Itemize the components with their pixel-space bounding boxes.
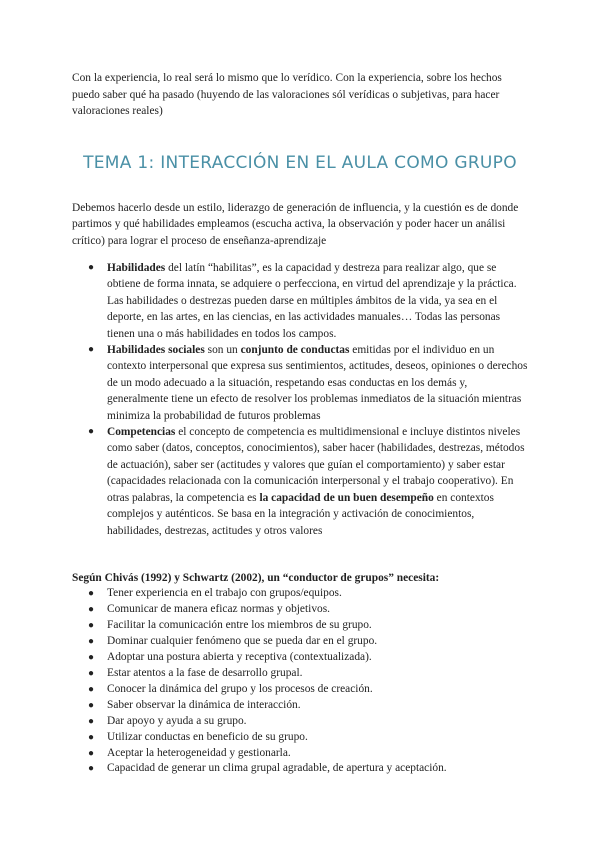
bullet-icon: ● [88, 763, 95, 775]
definition-term: Habilidades [107, 262, 166, 274]
list-item: ● Saber observar la dinámica de interacción. [72, 698, 532, 714]
definition-item-habilidades-sociales [72, 342, 528, 424]
body-paragraph: Debemos hacerlo desde un estilo, liderazgo de generación de influencia, y la cuestión es de donde partimos y qué habilidades empleamos (escucha activa, la observación y poder hacer un análisi crítico) para lograr el proceso de enseñanza-aprendizaje [72, 202, 519, 247]
definitions-list [72, 260, 528, 539]
list-item: ● Dominar cualquier fenómeno que se pueda dar en el grupo. [72, 634, 532, 650]
definition-emphasis: la capacidad de un buen desempeño [259, 491, 434, 504]
list-item: ● Estar atentos a la fase de desarrollo grupal. [72, 666, 532, 682]
bullet-icon: ● [88, 262, 95, 273]
list-item: ● Conocer la dinámica del grupo y los procesos de creación. [72, 682, 532, 698]
definition-text: emitidas por el individuo en un contexto interpersonal que expresa sus sentimientos, actitudes, deseos, opiniones o derechos de un modo adecuado a la situación, respetando esas conductas en los demás y, generalmente tiene un efecto de resolver los problemas inmediatos de la situación mientras minimiza la probabilidad de futuros problemas [107, 344, 528, 422]
page-title: TEMA 1: INTERACCIÓN EN EL AULA COMO GRUPO [83, 153, 517, 173]
definition-term: Habilidades sociales [107, 344, 205, 357]
needs-list [72, 586, 532, 777]
bullet-icon: ● [88, 603, 95, 615]
bullet-icon: ● [88, 426, 95, 438]
definition-item-habilidades [72, 260, 528, 342]
bullet-icon: ● [88, 588, 95, 599]
definition-text: el concepto de competencia es multidimensional e incluye distintos niveles como saber (datos, conceptos, conocimientos), saber hacer (habilidades, destrezas, métodos de actuación), saber ser (actitudes y valores que guían el comportamiento) y saber estar (capacidades relacionada con la comunicación interpersonal y el trabajo cooperativo). En otras palabras, la competencia es [107, 426, 525, 504]
bullet-icon: ● [88, 651, 95, 663]
list-item: ● Tener experiencia en el trabajo con grupos/equipos. [72, 586, 532, 602]
bullet-icon: ● [88, 731, 95, 743]
list-item: ● Facilitar la comunicación entre los miembros de su grupo. [72, 618, 532, 634]
intro-paragraph: Con la experiencia, lo real será lo mismo que lo verídico. Con la experiencia, sobre los hechos puedo saber qué ha pasado (huyendo de las valoraciones sól verídicas o subjetivas, para hacer valoraciones reales) [72, 72, 502, 117]
bullet-icon: ● [88, 619, 95, 631]
bullet-icon: ● [88, 715, 95, 727]
definition-item-competencias [72, 424, 528, 539]
list-item: ● Utilizar conductas en beneficio de su grupo. [72, 730, 532, 746]
list-item: ● Adoptar una postura abierta y receptiva (contextualizada). [72, 650, 532, 666]
bullet-icon: ● [88, 667, 95, 679]
list-item: ● Comunicar de manera eficaz normas y objetivos. [72, 602, 532, 618]
section-subheading: Según Chivás (1992) y Schwartz (2002), un “conductor de grupos” necesita: [72, 572, 440, 584]
bullet-icon: ● [88, 747, 95, 759]
list-item: ● Capacidad de generar un clima grupal agradable, de apertura y aceptación. [72, 761, 532, 777]
definition-text: en contextos complejos y auténticos. Se basa en la integración y activación de conocimientos, habilidades, destrezas, actitudes y otros valores [107, 491, 494, 537]
list-item: ● Aceptar la heterogeneidad y gestionarla. [72, 746, 532, 762]
definition-text: son un [204, 344, 241, 357]
bullet-icon: ● [88, 344, 95, 356]
bullet-icon: ● [88, 635, 95, 647]
definition-text: del latín “habilitas”, es la capacidad y destreza para realizar algo, que se obtiene de forma innata, se adquiere o perfecciona, en virtud del aprendizaje y la práctica. Las habilidades o destrezas pueden darse en múltiples ámbitos de la vida, ya sea en el deporte, en las artes, en las ciencias, en las actividades manuales… Todas las personas tienen una o más habilidades en todos los campos. [107, 262, 517, 340]
bullet-icon: ● [88, 699, 95, 711]
definition-term: Competencias [107, 426, 176, 439]
list-item: ● Dar apoyo y ayuda a su grupo. [72, 714, 532, 730]
bullet-icon: ● [88, 683, 95, 695]
definition-emphasis: conjunto de conductas [240, 344, 350, 357]
